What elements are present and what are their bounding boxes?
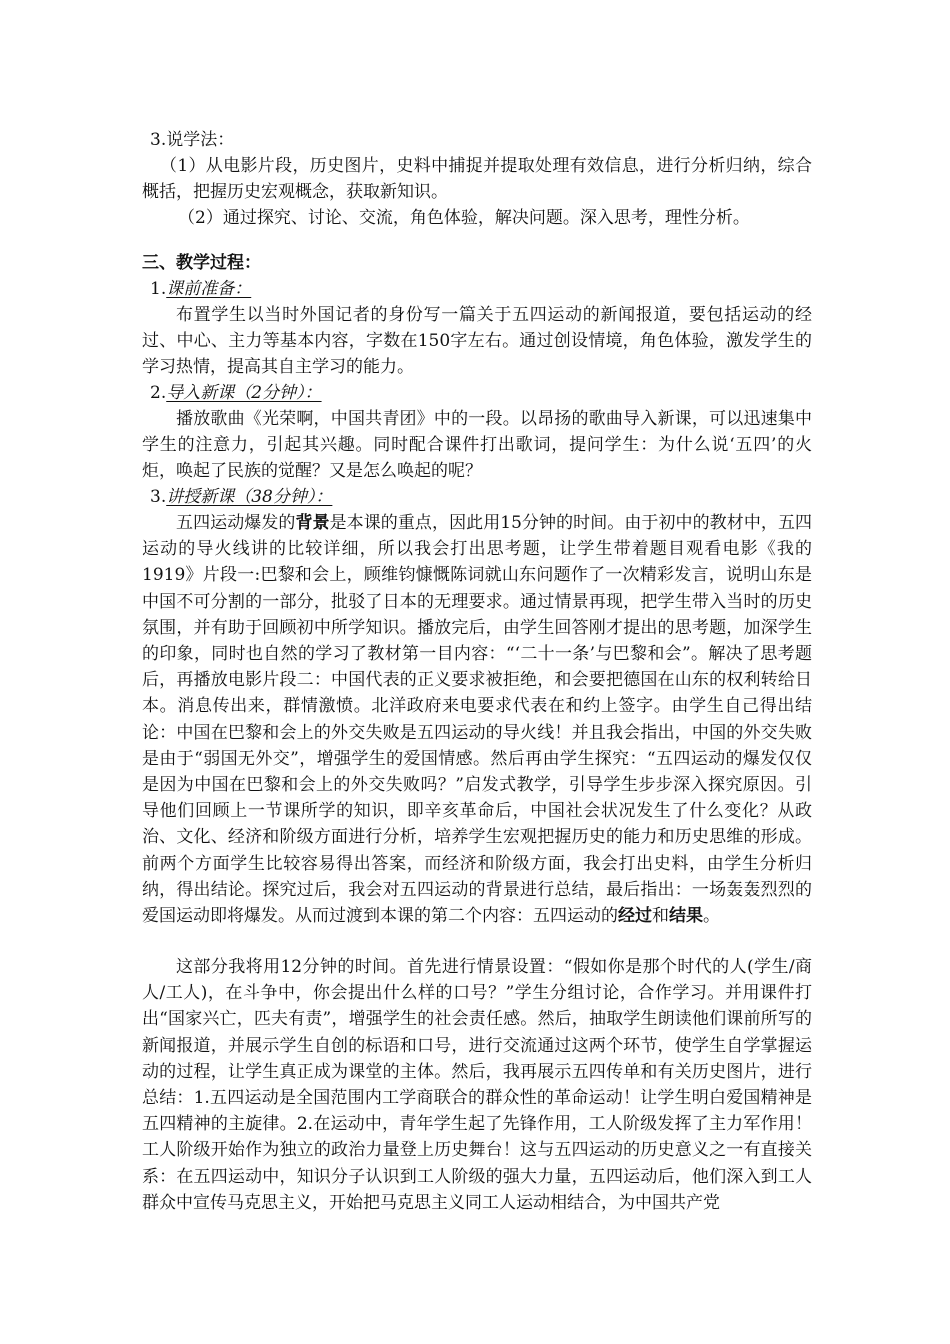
section-3-title: 3.说学法：	[150, 130, 235, 150]
step-2-heading	[150, 380, 322, 406]
step-2-title: 导入新课（2分钟）：	[166, 383, 322, 403]
p1-text-a: 五四运动爆发的	[176, 513, 296, 533]
section-3-item-1: （1）从电影片段，历史图片，史料中捕捉并提取处理有效信息，进行分析归纳，综合概括，把握历史宏观概念，获取新知识。	[142, 156, 812, 203]
step-1-heading	[150, 276, 251, 302]
step-1-body: 布置学生以当时外国记者的身份写一篇关于五四运动的新闻报道，要包括运动的经过、中心、主力等基本内容，字数在150字左右。通过创设情境，角色体验，激发学生的学习热情，提高其自主学习的能力。	[142, 305, 812, 378]
step-1-title: 课前准备：	[166, 279, 252, 299]
p1-bold-process: 经过	[618, 906, 652, 927]
section-3-item-2: （2）通过探究、讨论、交流，角色体验，解决问题。深入思考，理性分析。	[178, 208, 750, 228]
part-three-heading: 三、教学过程：	[142, 253, 261, 273]
p1-bold-result: 结果	[669, 906, 703, 927]
step-3-paragraph-1	[142, 510, 812, 929]
step-3-paragraph-2: 这部分我将用12分钟的时间。首先进行情景设置：“假如你是那个时代的人(学生/商人/工人)，在斗争中，你会提出什么样的口号？”学生分组讨论，合作学习。并用课件打出“国家兴亡，匹夫有责”，增强学生的社会责任感。然后，抽取学生朗读他们课前所写的新闻报道，并展示学生自创的标语和口号，进行交流通过这两个环节，使学生自学掌握运动的过程，让学生真正成为课堂的主体。然后，我再展示五四传单和有关历史图片，进行总结：1.五四运动是全国范围内工学商联合的群众性的革命运动！让学生明白爱国精神是五四精神的主旋律。2.在运动中，青年学生起了先锋作用，工人阶级发挥了主力军作用！工人阶级开始作为独立的政治力量登上历史舞台！这与五四运动的历史意义之一有直接关系：在五四运动中，知识分子认识到工人阶级的强大力量，五四运动后，他们深入到工人群众中宣传马克思主义，开始把马克思主义同工人运动相结合，为中国共产党	[142, 957, 812, 1213]
step-2-body: 播放歌曲《光荣啊，中国共青团》中的一段。以昂扬的歌曲导入新课，可以迅速集中学生的注意力，引起其兴趣。同时配合课件打出歌词，提问学生：为什么说‘五四’的火炬，唤起了民族的觉醒？又是怎么唤起的呢？	[142, 409, 812, 482]
p1-text-b: 是本课的重点，因此用15分钟的时间。由于初中的教材中，五四运动的导火线讲的比较详细，所以我会打出思考题，让学生带着题目观看电影《我的1919》片段一:巴黎和会上，顾维钧慷慨陈词就山东问题作了一次精彩发言，说明山东是中国不可分割的一部分，批驳了日本的无理要求。通过情景再现，把学生带入当时的历史氛围，并有助于回顾初中所学知识。播放完后，由学生回答刚才提出的思考题，加深学生的印象，同时也自然的学习了教材第一目内容：“‘二十一条’与巴黎和会”。解决了思考题后，再播放电影片段二：中国代表的正义要求被拒绝，和会要把德国在山东的权利转给日本。消息传出来，群情激愤。北洋政府来电要求代表在和约上签字。由学生自己得出结论：中国在巴黎和会上的外交失败是五四运动的导火线！并且我会指出，中国的外交失败是由于“弱国无外交”，增强学生的爱国情感。然后再由学生探究：“五四运动的爆发仅仅是因为中国在巴黎和会上的外交失败吗？”启发式教学，引导学生步步深入探究原因。引导他们回顾上一节课所学的知识，即辛亥革命后，中国社会状况发生了什么变化？从政治、文化、经济和阶级方面进行分析，培养学生宏观把握历史的能力和历史思维的形成。前两个方面学生比较容易得出答案，而经济和阶级方面，我会打出史料，由学生分析归纳，得出结论。探究过后，我会对五四运动的背景进行总结，最后指出：一场轰轰烈烈的爱国运动即将爆发。从而过渡到本课的第二个内容：五四运动的	[142, 513, 813, 927]
step-3-title: 讲授新课（38分钟）：	[166, 487, 333, 507]
step-1-number: 1.	[150, 279, 167, 299]
p1-text-end: 。	[703, 906, 720, 927]
step-2-number: 2.	[150, 383, 167, 403]
p1-bold-background: 背景	[295, 513, 330, 533]
step-3-heading	[150, 484, 332, 510]
step-3-number: 3.	[150, 487, 167, 507]
p1-text-and: 和	[652, 906, 669, 927]
